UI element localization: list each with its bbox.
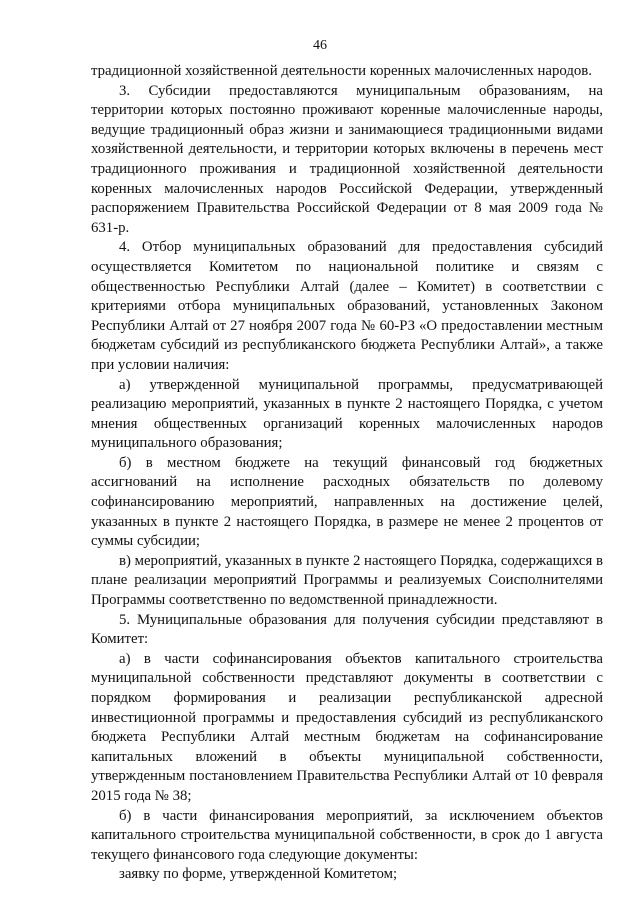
paragraph-item-4a: а) утвержденной муниципальной программы, предусматривающей реализацию мероприятий, указанных в пункте 2 настоящего Порядка, с учетом мнения общественных организаций коренных малочисленных народов муниципального образования; bbox=[91, 376, 603, 452]
paragraph-item-5b: б) в части финансирования мероприятий, за исключением объектов капитального строительства муниципальной собственности, в срок до 1 августа текущего финансового года следующие документы: bbox=[91, 807, 603, 863]
paragraph-item-4c: в) мероприятий, указанных в пункте 2 настоящего Порядка, содержащихся в плане реализации мероприятий Программы и реализуемых Соисполнителями Программы соответственно по ведомственной принадлежности. bbox=[91, 552, 603, 609]
paragraph-continuation: традиционной хозяйственной деятельности коренных малочисленных народов. bbox=[91, 63, 592, 79]
paragraph-item-5a: а) в части софинансирования объектов капитального строительства муниципальной собственности представляют документы в соответствии с порядком формирования и реализации республиканской адресной инвестиционной программы и предоставления субсидий из республиканского бюджета Республики Алтай местным бюджетам на софинансирование капитальных вложений в объекты муниципальной собственности, утвержденным постановлением Правительства Республики Алтай от 10 февраля 2015 года № 38; bbox=[91, 650, 603, 804]
paragraph-item-5: 5. Муниципальные образования для получения субсидии представляют в Комитет: bbox=[91, 611, 603, 648]
paragraph-item-4: 4. Отбор муниципальных образований для предоставления субсидий осуществляется Комитетом по национальной политике и связям с общественностью Республики Алтай (далее – Комитет) в соответствии с критериями отбора муниципальных образований, установленных Законом Республики Алтай от 27 ноября 2007 года № 60-РЗ «О предоставлении местным бюджетам субсидий из республиканского бюджета Республики Алтай», а также при условии наличия: bbox=[91, 239, 603, 373]
paragraph-application: заявку по форме, утвержденной Комитетом; bbox=[119, 866, 398, 883]
paragraph-item-3: 3. Субсидии предоставляются муниципальным образованиям, на территории которых постоянно проживают коренные малочисленные народы, ведущие традиционный образ жизни и занимающиеся традиционными видами хозяйственной деятельности, и территории которых включены в перечень мест традиционного проживания и традиционной хозяйственной деятельности коренных малочисленных народов Российской Федерации, утвержденный распоряжением Правительства Российской Федерации от 8 мая 2009 года № 631-р. bbox=[91, 82, 603, 236]
document-body bbox=[91, 62, 603, 885]
paragraph-item-4b: б) в местном бюджете на текущий финансовый год бюджетных ассигнований на исполнение расходных обязательств по долевому софинансированию мероприятий, направленных на достижение целей, указанных в пункте 2 настоящего Порядка, в размере не менее 2 процентов от суммы субсидии; bbox=[91, 454, 603, 550]
page-number: 46 bbox=[313, 38, 327, 53]
